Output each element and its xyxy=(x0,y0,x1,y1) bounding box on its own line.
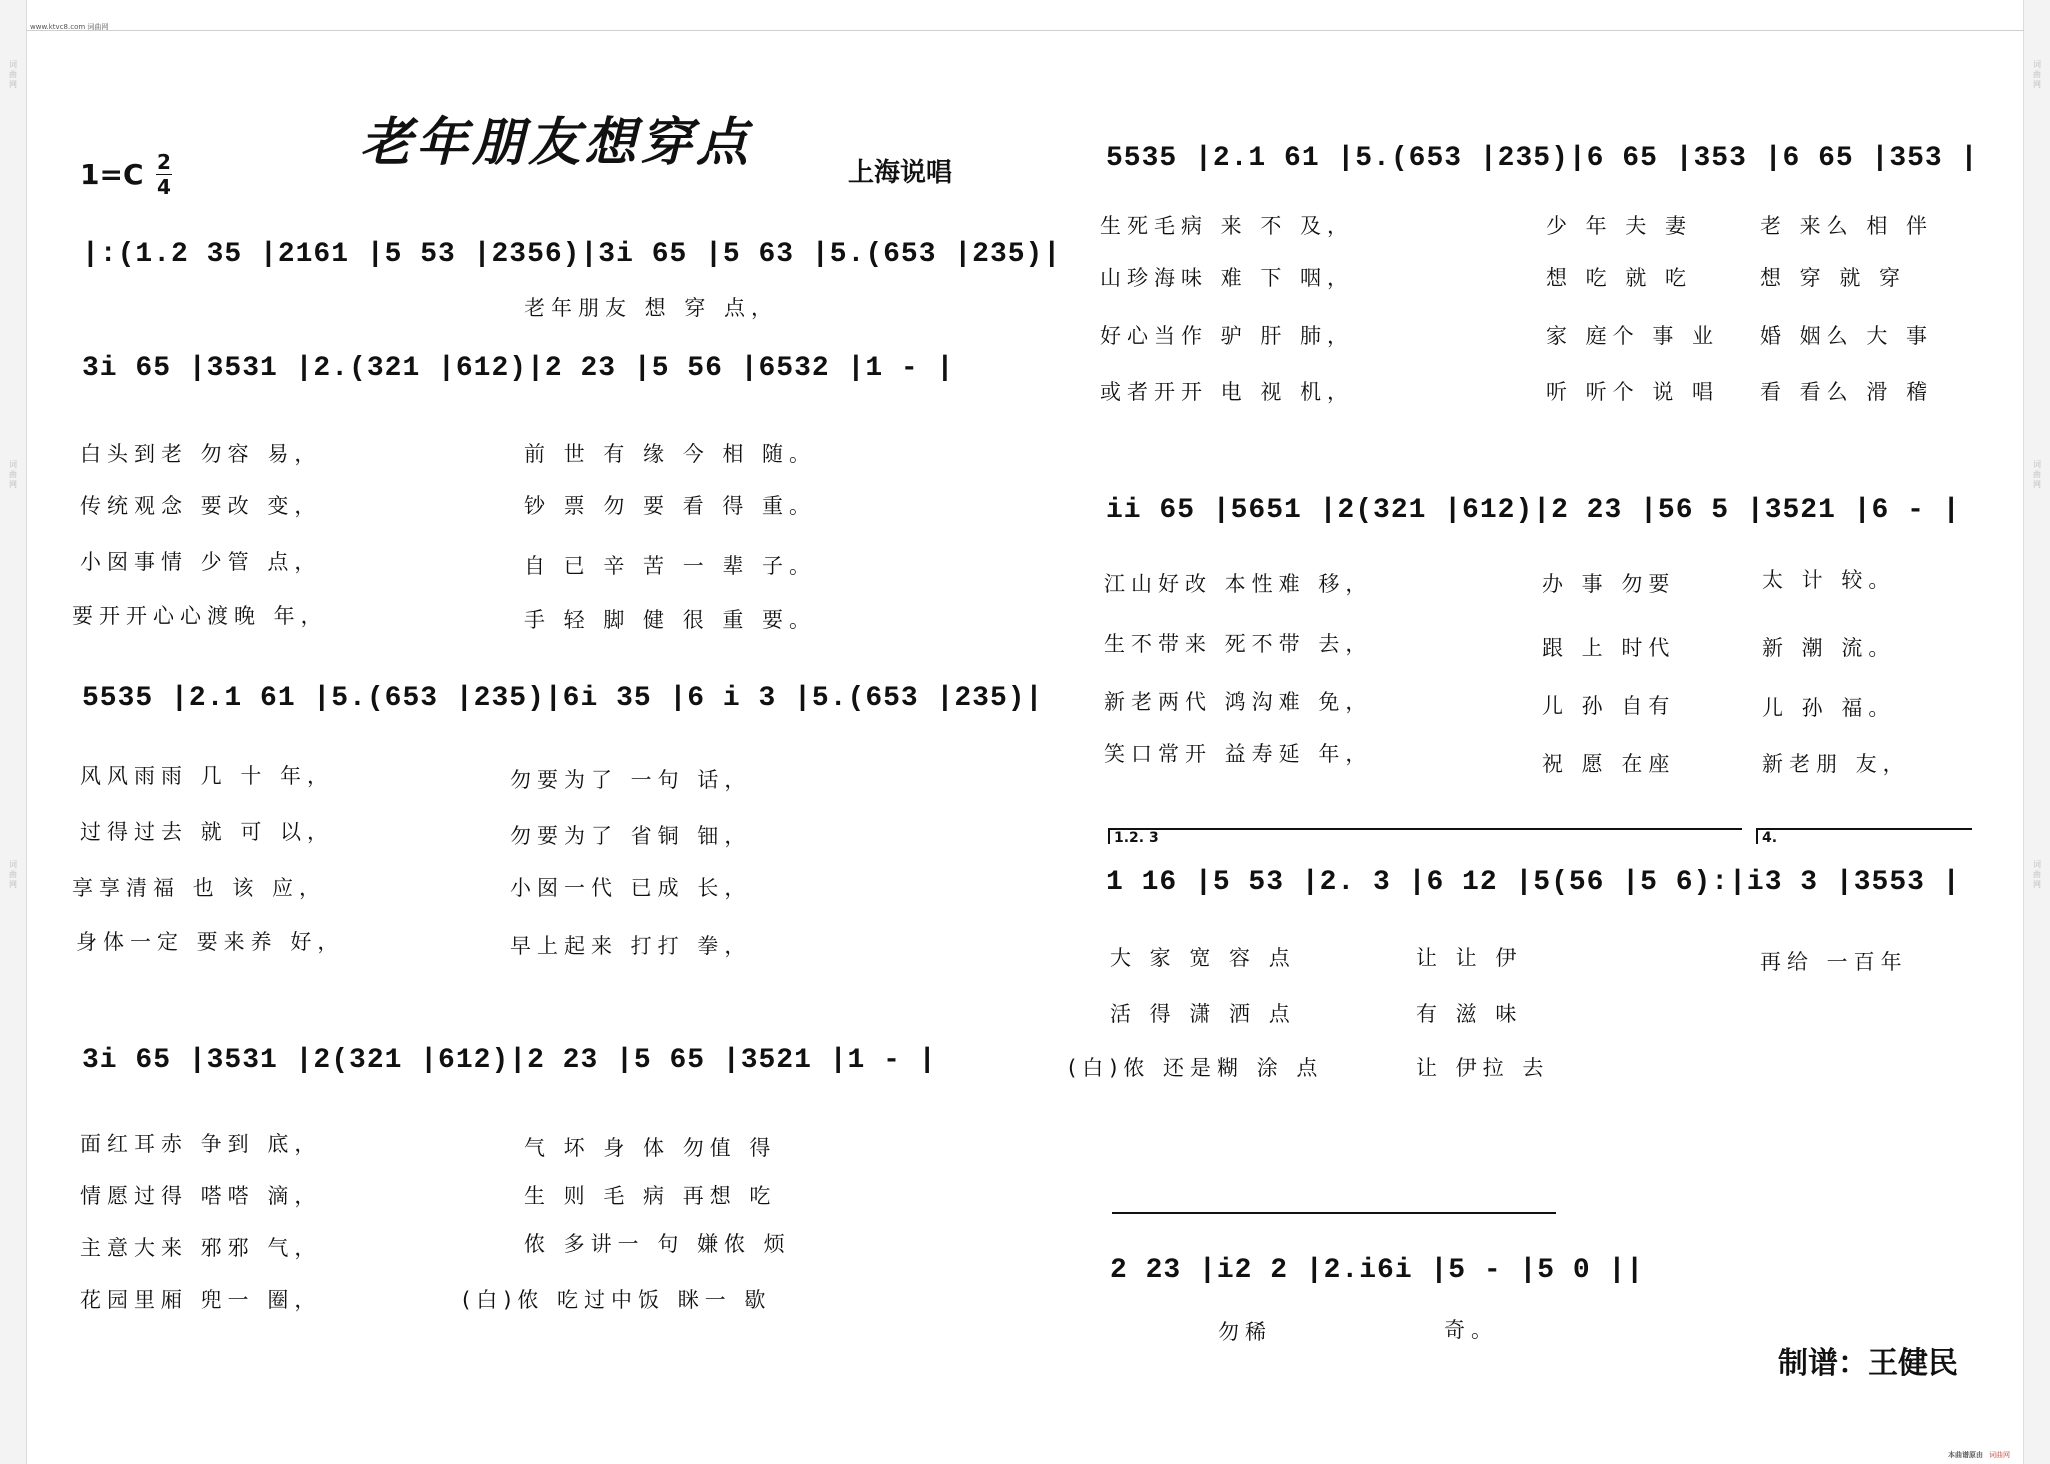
lyric-r2-3c: 儿 孙 福。 xyxy=(1762,696,1896,720)
score-line-2: 3i 65 |3531 |2.(321 |612)|2 23 |5 56 |6532 |1 - | xyxy=(82,353,955,384)
watermark-right-3: 词曲网 xyxy=(2033,860,2041,889)
arranger-credit: 制谱：王健民 xyxy=(1778,1346,1958,1381)
lyric-l2-4a: 身体一定 要来养 好， xyxy=(76,930,345,954)
lyric-r2-3b: 儿 孙 自有 xyxy=(1542,694,1676,718)
lyric-r2-4c: 新老朋 友， xyxy=(1762,752,1910,776)
score-line-3: 5535 |2.1 61 |5.(653 |235)|6i 35 |6 i 3 |5.(653 |235)| xyxy=(82,683,1044,714)
ending-lyric-a: 勿稀 xyxy=(1218,1320,1272,1344)
watermark-left-3: 词曲网 xyxy=(9,860,17,889)
performance-style: 上海说唱 xyxy=(848,158,953,188)
lyric-intro: 老年朋友 想 穿 点， xyxy=(524,296,779,320)
time-signature xyxy=(156,150,172,199)
lyric-r3-1c: 再给 一百年 xyxy=(1760,950,1908,974)
lyric-l3-4a: 花园里厢 兜一 圈， xyxy=(80,1288,322,1312)
right-margin-strip xyxy=(2023,0,2050,1464)
footer xyxy=(1948,1450,2010,1460)
lyric-r1-3b: 家 庭个 事 业 xyxy=(1546,324,1720,348)
lyric-r3-1b: 让 让 伊 xyxy=(1416,946,1523,970)
lyric-r2-3a: 新老两代 鸿沟难 免， xyxy=(1104,690,1373,714)
watermark-right-2: 词曲网 xyxy=(2033,460,2041,489)
lyric-r3-3a: (白)侬 还是糊 涂 点 xyxy=(1068,1056,1324,1080)
ending-lyric-b: 奇。 xyxy=(1444,1318,1498,1342)
lyric-l1-4a: 要开开心心渡晚 年， xyxy=(72,604,328,628)
lyric-l1-4b: 手 轻 脚 健 很 重 要。 xyxy=(524,608,817,632)
key-signature: 1=C xyxy=(80,158,144,191)
lyric-r2-1b: 办 事 勿要 xyxy=(1542,572,1676,596)
time-signature-bottom: 4 xyxy=(157,175,171,199)
lyric-l3-4b: (白)侬 吃过中饭 眯一 歇 xyxy=(462,1288,772,1312)
score-line-8: 2 23 |i2 2 |2.i6i |5 - |5 0 || xyxy=(1110,1255,1645,1286)
lyric-l1-1b: 前 世 有 缘 今 相 随。 xyxy=(524,442,817,466)
lyric-l2-2a: 过得过去 就 可 以， xyxy=(80,820,335,844)
header-rule xyxy=(26,30,2024,31)
lyric-l1-3a: 小囡事情 少管 点， xyxy=(80,550,322,574)
volta-bracket-2: 4. xyxy=(1756,828,1972,844)
left-margin-strip xyxy=(0,0,27,1464)
footer-note: 本曲谱原由 xyxy=(1948,1451,1983,1459)
footer-brand: 词曲网 xyxy=(1989,1451,2010,1459)
lyric-r2-2a: 生不带来 死不带 去， xyxy=(1104,632,1373,656)
lyric-r3-2a: 活 得 潇 洒 点 xyxy=(1110,1002,1296,1026)
lyric-l3-1b: 气 坏 身 体 勿值 得 xyxy=(524,1136,777,1160)
lyric-l3-3b: 侬 多讲一 句 嫌侬 烦 xyxy=(524,1232,791,1256)
score-line-7: 1 16 |5 53 |2. 3 |6 12 |5(56 |5 6):|i3 3 |3553 | xyxy=(1106,867,1961,898)
lyric-l3-1a: 面红耳赤 争到 底， xyxy=(80,1132,322,1156)
lyric-r2-1c: 太 计 较。 xyxy=(1762,568,1896,592)
lyric-r1-1b: 少 年 夫 妻 xyxy=(1546,214,1693,238)
score-line-4: 3i 65 |3531 |2(321 |612)|2 23 |5 65 |3521 |1 - | xyxy=(82,1045,937,1076)
lyric-r1-1c: 老 来么 相 伴 xyxy=(1760,214,1934,238)
lyric-r1-3c: 婚 姻么 大 事 xyxy=(1760,324,1934,348)
song-title: 老年朋友想穿点 xyxy=(360,112,753,173)
lyric-l1-2b: 钞 票 勿 要 看 得 重。 xyxy=(524,494,817,518)
ending-rule xyxy=(1112,1212,1556,1218)
watermark-left-2: 词曲网 xyxy=(9,460,17,489)
lyric-r1-2a: 山珍海味 难 下 咽， xyxy=(1100,266,1355,290)
volta-bracket-1: 1.2. 3 xyxy=(1108,828,1742,844)
lyric-l3-3a: 主意大来 邪邪 气， xyxy=(80,1236,322,1260)
lyric-l1-3b: 自 已 辛 苦 一 辈 子。 xyxy=(524,554,817,578)
lyric-r1-1a: 生死毛病 来 不 及， xyxy=(1100,214,1355,238)
lyric-l3-2b: 生 则 毛 病 再想 吃 xyxy=(524,1184,777,1208)
lyric-l2-3a: 享享清福 也 该 应， xyxy=(72,876,327,900)
score-line-1: |:(1.2 35 |2161 |5 53 |2356)|3i 65 |5 63 |5.(653 |235)| xyxy=(82,239,1062,270)
lyric-r2-4a: 笑口常开 益寿延 年， xyxy=(1104,742,1373,766)
score-line-5: 5535 |2.1 61 |5.(653 |235)|6 65 |353 |6 65 |353 | xyxy=(1106,143,1979,174)
lyric-l2-3b: 小囡一代 已成 长， xyxy=(510,876,752,900)
lyric-r3-2b: 有 滋 味 xyxy=(1416,1002,1523,1026)
lyric-r1-4b: 听 听个 说 唱 xyxy=(1546,380,1720,404)
lyric-r1-4c: 看 看么 滑 稽 xyxy=(1760,380,1934,404)
lyric-l1-2a: 传统观念 要改 变， xyxy=(80,494,322,518)
lyric-r2-2c: 新 潮 流。 xyxy=(1762,636,1896,660)
lyric-r1-3a: 好心当作 驴 肝 肺， xyxy=(1100,324,1355,348)
score-line-6: ii 65 |5651 |2(321 |612)|2 23 |56 5 |3521 |6 - | xyxy=(1106,495,1961,526)
lyric-l3-2a: 情愿过得 嗒嗒 滴， xyxy=(80,1184,322,1208)
lyric-r1-2b: 想 吃 就 吃 xyxy=(1546,266,1693,290)
watermark-right: 词曲网 xyxy=(2033,60,2041,89)
lyric-r3-1a: 大 家 宽 容 点 xyxy=(1110,946,1296,970)
watermark-left: 词曲网 xyxy=(9,60,17,89)
lyric-l2-2b: 勿要为了 省铜 钿， xyxy=(510,824,752,848)
site-header: www.ktvc8.com 词曲网 xyxy=(30,23,109,31)
lyric-r1-2c: 想 穿 就 穿 xyxy=(1760,266,1907,290)
time-signature-top: 2 xyxy=(157,150,171,174)
lyric-l2-4b: 早上起来 打打 拳， xyxy=(510,934,752,958)
lyric-r3-3b: 让 伊拉 去 xyxy=(1416,1056,1550,1080)
lyric-l2-1b: 勿要为了 一句 话， xyxy=(510,768,752,792)
lyric-l1-1a: 白头到老 勿容 易， xyxy=(80,442,322,466)
lyric-l2-1a: 风风雨雨 几 十 年， xyxy=(80,764,335,788)
lyric-r2-1a: 江山好改 本性难 移， xyxy=(1104,572,1373,596)
lyric-r2-4b: 祝 愿 在座 xyxy=(1542,752,1676,776)
lyric-r1-4a: 或者开开 电 视 机， xyxy=(1100,380,1355,404)
lyric-r2-2b: 跟 上 时代 xyxy=(1542,636,1676,660)
